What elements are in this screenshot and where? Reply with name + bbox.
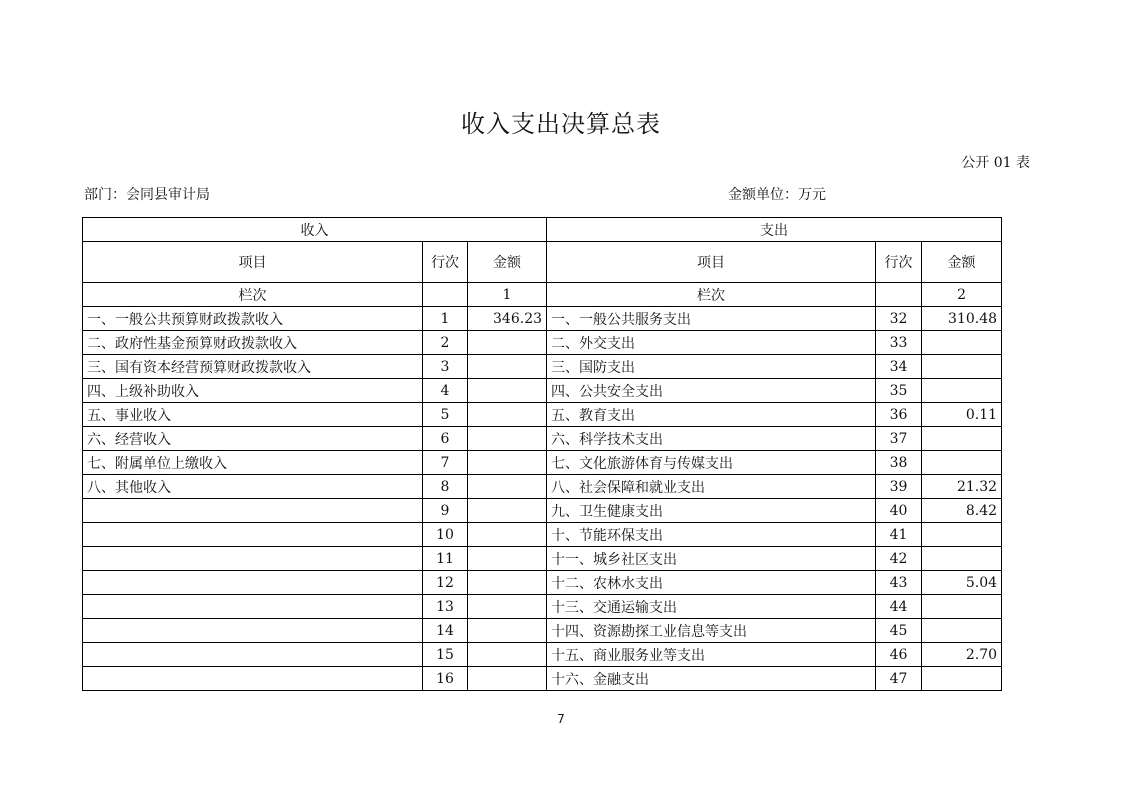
- table-row: [83, 331, 1002, 355]
- income-line-cell: 15: [423, 643, 468, 667]
- income-line-cell: 12: [423, 571, 468, 595]
- expense-item-cell: 十六、金融支出: [547, 667, 876, 691]
- income-amount-header: 金额: [468, 242, 547, 283]
- expense-line-cell: 42: [876, 547, 922, 571]
- table-row: [83, 379, 1002, 403]
- income-amount-cell: [468, 595, 547, 619]
- income-item-header: 项目: [83, 242, 423, 283]
- expense-line-cell: 46: [876, 643, 922, 667]
- income-amount-cell: [468, 475, 547, 499]
- column-header-row: [83, 242, 1002, 283]
- table-row: [83, 475, 1002, 499]
- expense-amount-cell: [922, 667, 1002, 691]
- expense-amount-cell: [922, 427, 1002, 451]
- table-row: [83, 619, 1002, 643]
- expense-col-label: 栏次: [547, 283, 876, 307]
- income-col-label: 栏次: [83, 283, 423, 307]
- expense-line-cell: 45: [876, 619, 922, 643]
- summary-table: [82, 217, 1002, 691]
- income-amount-cell: [468, 427, 547, 451]
- income-amount-cell: [468, 571, 547, 595]
- expense-item-cell: 八、社会保障和就业支出: [547, 475, 876, 499]
- income-item-cell: 五、事业收入: [83, 403, 423, 427]
- expense-line-cell: 33: [876, 331, 922, 355]
- expense-amount-cell: [922, 595, 1002, 619]
- expense-amount-cell: 8.42: [922, 499, 1002, 523]
- income-section-header: 收入: [83, 218, 547, 242]
- income-item-cell: [83, 595, 423, 619]
- income-item-cell: 八、其他收入: [83, 475, 423, 499]
- table-row: [83, 643, 1002, 667]
- expense-line-cell: 39: [876, 475, 922, 499]
- expense-item-cell: 五、教育支出: [547, 403, 876, 427]
- expense-item-cell: 十、节能环保支出: [547, 523, 876, 547]
- expense-line-cell: 44: [876, 595, 922, 619]
- income-item-cell: [83, 667, 423, 691]
- page-title: 收入支出决算总表: [461, 110, 661, 138]
- income-item-cell: [83, 619, 423, 643]
- page-number: 7: [557, 712, 565, 726]
- income-item-cell: [83, 571, 423, 595]
- income-line-cell: 2: [423, 331, 468, 355]
- expense-amount-cell: 310.48: [922, 307, 1002, 331]
- table-row: [83, 523, 1002, 547]
- expense-amount-cell: 21.32: [922, 475, 1002, 499]
- income-amount-cell: [468, 451, 547, 475]
- expense-item-header: 项目: [547, 242, 876, 283]
- income-item-cell: 一、一般公共预算财政拨款收入: [83, 307, 423, 331]
- expense-amount-cell: [922, 451, 1002, 475]
- table-row: [83, 595, 1002, 619]
- expense-line-cell: 32: [876, 307, 922, 331]
- expense-amount-cell: [922, 547, 1002, 571]
- expense-item-cell: 一、一般公共服务支出: [547, 307, 876, 331]
- income-amount-cell: [468, 331, 547, 355]
- department-label: 部门：会同县审计局: [84, 187, 210, 203]
- income-line-header: 行次: [423, 242, 468, 283]
- income-line-cell: 4: [423, 379, 468, 403]
- expense-item-cell: 三、国防支出: [547, 355, 876, 379]
- table-row: [83, 451, 1002, 475]
- income-amount-cell: [468, 379, 547, 403]
- expense-line-cell: 37: [876, 427, 922, 451]
- expense-section-header: 支出: [547, 218, 1002, 242]
- expense-line-cell: 36: [876, 403, 922, 427]
- income-line-cell: 13: [423, 595, 468, 619]
- income-line-cell: 16: [423, 667, 468, 691]
- income-item-cell: 三、国有资本经营预算财政拨款收入: [83, 355, 423, 379]
- table-body: [83, 307, 1002, 691]
- expense-amount-cell: [922, 331, 1002, 355]
- table-row: [83, 499, 1002, 523]
- income-line-cell: 7: [423, 451, 468, 475]
- expense-item-cell: 十一、城乡社区支出: [547, 547, 876, 571]
- income-item-cell: 二、政府性基金预算财政拨款收入: [83, 331, 423, 355]
- expense-line-cell: 41: [876, 523, 922, 547]
- expense-item-cell: 十五、商业服务业等支出: [547, 643, 876, 667]
- expense-item-cell: 六、科学技术支出: [547, 427, 876, 451]
- expense-line-cell: 34: [876, 355, 922, 379]
- expense-item-cell: 十二、农林水支出: [547, 571, 876, 595]
- income-amount-cell: [468, 667, 547, 691]
- income-col-number: 1: [468, 283, 547, 307]
- income-amount-cell: [468, 547, 547, 571]
- expense-amount-cell: 5.04: [922, 571, 1002, 595]
- expense-line-cell: 43: [876, 571, 922, 595]
- table-row: [83, 667, 1002, 691]
- expense-amount-cell: [922, 355, 1002, 379]
- table-row: [83, 355, 1002, 379]
- income-line-cell: 6: [423, 427, 468, 451]
- income-col-blank: [423, 283, 468, 307]
- section-header-row: [83, 218, 1002, 242]
- income-amount-cell: 346.23: [468, 307, 547, 331]
- table-row: [83, 547, 1002, 571]
- income-line-cell: 10: [423, 523, 468, 547]
- income-item-cell: [83, 499, 423, 523]
- income-item-cell: 四、上级补助收入: [83, 379, 423, 403]
- unit-label: 金额单位：万元: [728, 187, 826, 203]
- income-amount-cell: [468, 403, 547, 427]
- income-line-cell: 5: [423, 403, 468, 427]
- expense-item-cell: 九、卫生健康支出: [547, 499, 876, 523]
- expense-item-cell: 四、公共安全支出: [547, 379, 876, 403]
- income-item-cell: [83, 547, 423, 571]
- expense-item-cell: 二、外交支出: [547, 331, 876, 355]
- income-item-cell: [83, 643, 423, 667]
- table-row: [83, 403, 1002, 427]
- income-item-cell: 六、经营收入: [83, 427, 423, 451]
- expense-col-number: 2: [922, 283, 1002, 307]
- expense-line-cell: 38: [876, 451, 922, 475]
- table-row: [83, 571, 1002, 595]
- expense-item-cell: 十四、资源勘探工业信息等支出: [547, 619, 876, 643]
- expense-amount-header: 金额: [922, 242, 1002, 283]
- expense-item-cell: 十三、交通运输支出: [547, 595, 876, 619]
- income-line-cell: 14: [423, 619, 468, 643]
- expense-line-cell: 40: [876, 499, 922, 523]
- income-line-cell: 11: [423, 547, 468, 571]
- income-line-cell: 9: [423, 499, 468, 523]
- expense-amount-cell: 0.11: [922, 403, 1002, 427]
- income-amount-cell: [468, 523, 547, 547]
- income-amount-cell: [468, 355, 547, 379]
- income-amount-cell: [468, 499, 547, 523]
- column-number-row: [83, 283, 1002, 307]
- expense-line-cell: 35: [876, 379, 922, 403]
- form-code: 公开 01 表: [961, 155, 1030, 171]
- expense-amount-cell: [922, 379, 1002, 403]
- expense-amount-cell: [922, 523, 1002, 547]
- income-item-cell: [83, 523, 423, 547]
- income-amount-cell: [468, 643, 547, 667]
- table-row: [83, 307, 1002, 331]
- income-item-cell: 七、附属单位上缴收入: [83, 451, 423, 475]
- expense-line-cell: 47: [876, 667, 922, 691]
- income-line-cell: 3: [423, 355, 468, 379]
- expense-item-cell: 七、文化旅游体育与传媒支出: [547, 451, 876, 475]
- income-line-cell: 1: [423, 307, 468, 331]
- expense-col-blank: [876, 283, 922, 307]
- income-line-cell: 8: [423, 475, 468, 499]
- expense-amount-cell: [922, 619, 1002, 643]
- table-row: [83, 427, 1002, 451]
- expense-line-header: 行次: [876, 242, 922, 283]
- income-amount-cell: [468, 619, 547, 643]
- expense-amount-cell: 2.70: [922, 643, 1002, 667]
